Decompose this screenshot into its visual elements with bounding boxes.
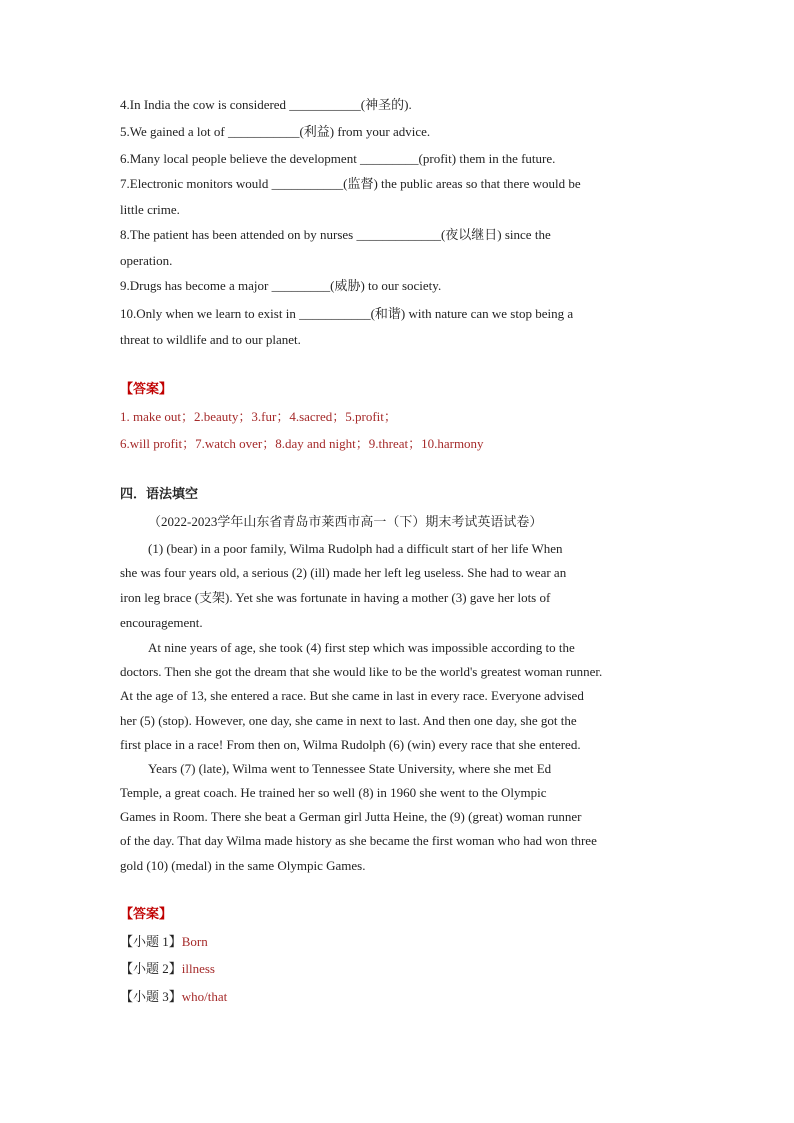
- answer-item-label: 【小题 3】: [120, 989, 182, 1004]
- passage-p3-line: Temple, a great coach. He trained her so well (8) in 1960 she went to the Olympic: [120, 785, 547, 800]
- passage-p2-line: At the age of 13, she entered a race. But she came in last in every race. Everyone advised: [120, 688, 584, 703]
- answer-item: [120, 989, 680, 1005]
- answer-item-value: who/that: [181, 989, 228, 1004]
- passage-p2-line: At nine years of age, she took (4) first step which was impossible according to the: [148, 640, 575, 655]
- question-9: 9.Drugs has become a major _________(威胁) to our society.: [120, 278, 442, 293]
- passage-p2-line: doctors. Then she got the dream that she would like to be the world's greatest woman runner.: [120, 664, 603, 679]
- answer-line-2: 6.will profit；7.watch over；8.day and night；9.threat；10.harmony: [120, 436, 484, 451]
- answer-line-1: 1. make out；2.beauty；3.fur；4.sacred；5.profit；: [120, 409, 397, 424]
- answer-item-value: illness: [181, 961, 215, 976]
- section-title: 四．语法填空: [120, 487, 199, 502]
- passage-p3-line: Games in Room. There she beat a German girl Jutta Heine, the (9) (great) woman runner: [120, 809, 582, 824]
- answer-heading-2: 【答案】: [120, 906, 173, 921]
- passage-p3-line: of the day. That day Wilma made history as she became the first woman who had won three: [120, 833, 597, 848]
- answer-item-label: 【小题 2】: [120, 961, 182, 976]
- passage-p3-line: gold (10) (medal) in the same Olympic Games.: [120, 858, 366, 873]
- question-8-line1: 8.The patient has been attended on by nurses _____________(夜以继日) since the: [120, 227, 551, 242]
- question-7-line2: little crime.: [120, 202, 180, 217]
- passage-p1-line: encouragement.: [120, 615, 203, 630]
- question-4: 4.In India the cow is considered ___________(神圣的).: [120, 97, 412, 112]
- passage-p1-line: she was four years old, a serious (2) (ill) made her left leg useless. She had to wear an: [120, 565, 567, 580]
- passage-p1-line: iron leg brace (支架). Yet she was fortunate in having a mother (3) gave her lots of: [120, 590, 551, 605]
- passage-p2-line: first place in a race! From then on, Wilma Rudolph (6) (win) every race that she entered.: [120, 737, 581, 752]
- section-source: （2022-2023学年山东省青岛市莱西市高一（下）期末考试英语试卷）: [148, 514, 543, 529]
- answer-item: [120, 961, 680, 977]
- question-10-line2: threat to wildlife and to our planet.: [120, 332, 301, 347]
- answer-heading: 【答案】: [120, 381, 173, 396]
- question-7-line1: 7.Electronic monitors would ___________(监督) the public areas so that there would be: [120, 176, 581, 191]
- answer-item: [120, 934, 680, 950]
- question-5: 5.We gained a lot of ___________(利益) from your advice.: [120, 124, 431, 139]
- passage-p2-line: her (5) (stop). However, one day, she came in next to last. And then one day, she got the: [120, 713, 577, 728]
- question-10-line1: 10.Only when we learn to exist in ___________(和谐) with nature can we stop being a: [120, 306, 574, 321]
- question-8-line2: operation.: [120, 253, 173, 268]
- answer-item-label: 【小题 1】: [120, 934, 182, 949]
- question-6: 6.Many local people believe the development _________(profit) them in the future.: [120, 151, 556, 166]
- passage-p1-line: (1) (bear) in a poor family, Wilma Rudolph had a difficult start of her life When: [148, 541, 563, 556]
- answer-item-value: Born: [181, 934, 208, 949]
- passage-p3-line: Years (7) (late), Wilma went to Tennessee State University, where she met Ed: [148, 761, 552, 776]
